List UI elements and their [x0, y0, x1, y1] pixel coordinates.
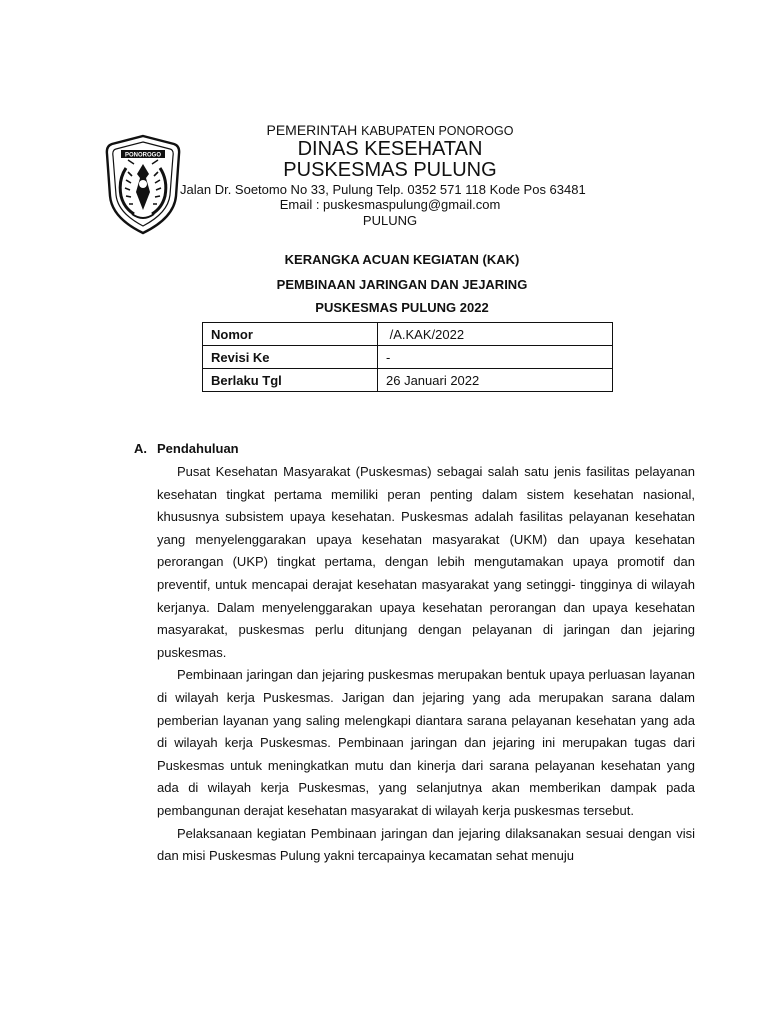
table-row	[203, 369, 613, 392]
letterhead-city: PULUNG	[362, 213, 418, 228]
document-subtitle: PEMBINAAN JARINGAN DAN JEJARING	[276, 277, 528, 292]
meta-value: 26 Januari 2022	[378, 369, 613, 392]
document-subtitle-year: PUSKESMAS PULUNG 2022	[315, 300, 489, 315]
meta-value: /A.KAK/2022	[378, 323, 613, 346]
section-title: Pendahuluan	[157, 441, 239, 456]
section-body	[157, 461, 695, 868]
letterhead-government	[180, 123, 600, 138]
meta-value: -	[378, 346, 613, 369]
meta-label: Berlaku Tgl	[203, 369, 378, 392]
ponorogo-coat-of-arms-logo	[104, 134, 182, 236]
letterhead-agency: DINAS KESEHATAN	[297, 138, 483, 160]
paragraph: Pelaksanaan kegiatan Pembinaan jaringan dan jejaring dilaksanakan sesuai dengan visi dan misi Puskesmas Pulung yakni tercapainya kecamatan sehat menuju	[157, 825, 695, 864]
letterhead-government-b: KABUPATEN PONOROGO	[361, 124, 514, 138]
document-title: KERANGKA ACUAN KEGIATAN (KAK)	[284, 252, 520, 267]
section-letter: A.	[134, 441, 147, 456]
meta-label: Revisi Ke	[203, 346, 378, 369]
document-meta-table	[202, 322, 613, 392]
table-row	[203, 323, 613, 346]
meta-label: Nomor	[203, 323, 378, 346]
section-heading	[134, 442, 239, 455]
table-row	[203, 346, 613, 369]
letterhead-email: Email : puskesmaspulung@gmail.com	[279, 197, 501, 212]
letterhead-address: Jalan Dr. Soetomo No 33, Pulung Telp. 0352 571 118 Kode Pos 63481	[180, 182, 586, 197]
svg-text:PONOROGO: PONOROGO	[124, 152, 162, 159]
paragraph: Pusat Kesehatan Masyarakat (Puskesmas) sebagai salah satu jenis fasilitas pelayanan kesehatan tingkat pertama memiliki peran penting dalam sistem kesehatan nasional, khususnya subsistem upaya kesehatan. Puskesmas adalah fasilitas pelayanan kesehatan yang menyelenggarakan upaya kesehatan masyarakat (UKM) dan upaya kesehatan perorangan (UKP) tingkat pertama, dengan lebih mengutamakan upaya promotif dan preventif, untuk mencapai derajat kesehatan masyarakat yang setinggi- tingginya di wilayah kerjanya. Dalam menyelenggarakan upaya kesehatan perorangan dan upaya kesehatan masyarakat, puskesmas perlu ditunjang dengan pelayanan di jaringan dan jejaring puskesmas.	[157, 464, 695, 660]
letterhead-government-a: PEMERINTAH	[266, 122, 358, 138]
letterhead-puskesmas: PUSKESMAS PULUNG	[283, 159, 497, 181]
paragraph: Pembinaan jaringan dan jejaring puskesmas merupakan bentuk upaya perluasan layanan di wilayah kerja Puskesmas. Jarigan dan jejaring yang ada merupakan sarana dalam pemberian layanan yang saling melengkapi diantara sarana pelayanan kesehatan yang ada di wilayah kerja Puskesmas. Pembinaan jaringan dan jejaring ini merupakan tugas dari Puskesmas untuk meningkatkan mutu dan kinerja dari sarana pelayanan kesehatan yang ada di wilayah kerja Puskesmas, yang selanjutnya akan memberikan dampak pada pembangunan derajat kesehatan masyarakat di wilayah kerja puskesmas tersebut.	[157, 667, 695, 818]
